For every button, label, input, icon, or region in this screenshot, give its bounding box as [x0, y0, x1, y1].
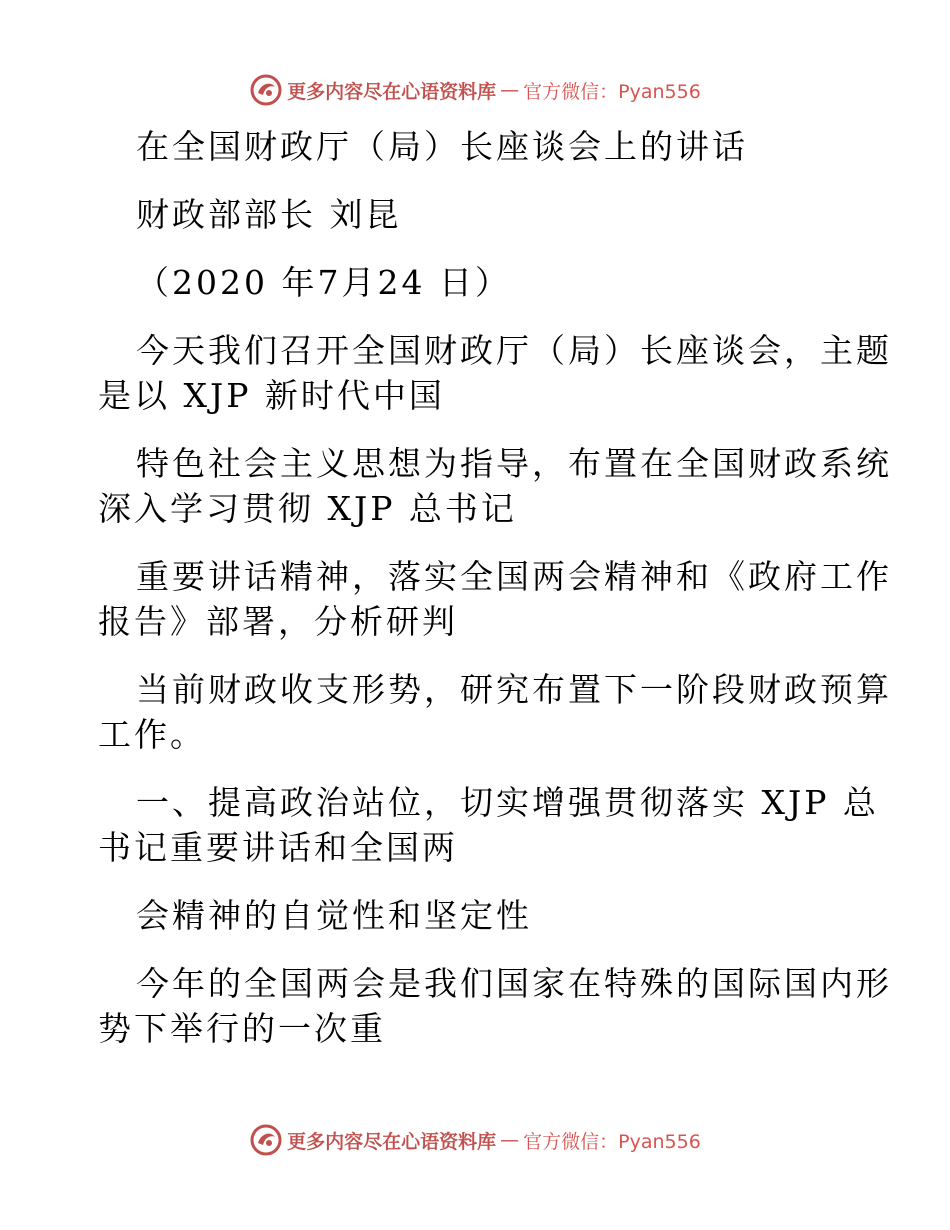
watermark-separator: —	[500, 79, 520, 101]
section-heading-1-line-2: 书记重要讲话和全国两	[98, 828, 458, 867]
swirl-logo-icon	[249, 1123, 283, 1157]
swirl-logo-icon	[249, 73, 283, 107]
paragraph-2-line-1: 特色社会主义思想为指导，布置在全国财政系统	[136, 444, 892, 483]
watermark-separator: —	[500, 1129, 520, 1151]
paragraph-1-line-1: 今天我们召开全国财政厅（局）长座谈会，主题	[136, 331, 892, 370]
section-heading-1-line-1: 一、提高政治站位，切实增强贯彻落实 XJP 总	[136, 783, 879, 822]
document-title: 在全国财政厅（局）长座谈会上的讲话	[136, 127, 748, 166]
document-body	[98, 124, 892, 1074]
paragraph-2-line-2: 深入学习贯彻 XJP 总书记	[98, 489, 517, 528]
paragraph-3-line-1: 重要讲话精神，落实全国两会精神和《政府工作	[136, 557, 892, 596]
document-author: 财政部部长 刘昆	[136, 195, 402, 234]
watermark-main-text: 更多内容尽在心语资料库	[287, 1130, 497, 1153]
watermark-wechat-text: 官方微信：Pyan556	[523, 1130, 701, 1153]
paragraph-1-line-2: 是以 XJP 新时代中国	[98, 376, 445, 415]
paragraph-4-line-2: 工作。	[98, 715, 206, 754]
footer-watermark	[0, 1120, 950, 1160]
paragraph-3-line-2: 报告》部署，分析研判	[98, 602, 458, 641]
watermark-group	[249, 1123, 701, 1157]
watermark-main-text: 更多内容尽在心语资料库	[287, 80, 497, 103]
header-watermark	[0, 70, 950, 110]
watermark-wechat-text: 官方微信：Pyan556	[523, 80, 701, 103]
document-date: （2020 年7月24 日）	[136, 263, 511, 302]
watermark-group	[249, 73, 701, 107]
paragraph-5-line-1: 今年的全国两会是我们国家在特殊的国际国内形	[136, 964, 892, 1003]
paragraph-5-line-2: 势下举行的一次重	[98, 1009, 386, 1048]
paragraph-4-line-1: 当前财政收支形势，研究布置下一阶段财政预算	[136, 670, 892, 709]
section-heading-1-line-3: 会精神的自觉性和坚定性	[136, 896, 532, 935]
